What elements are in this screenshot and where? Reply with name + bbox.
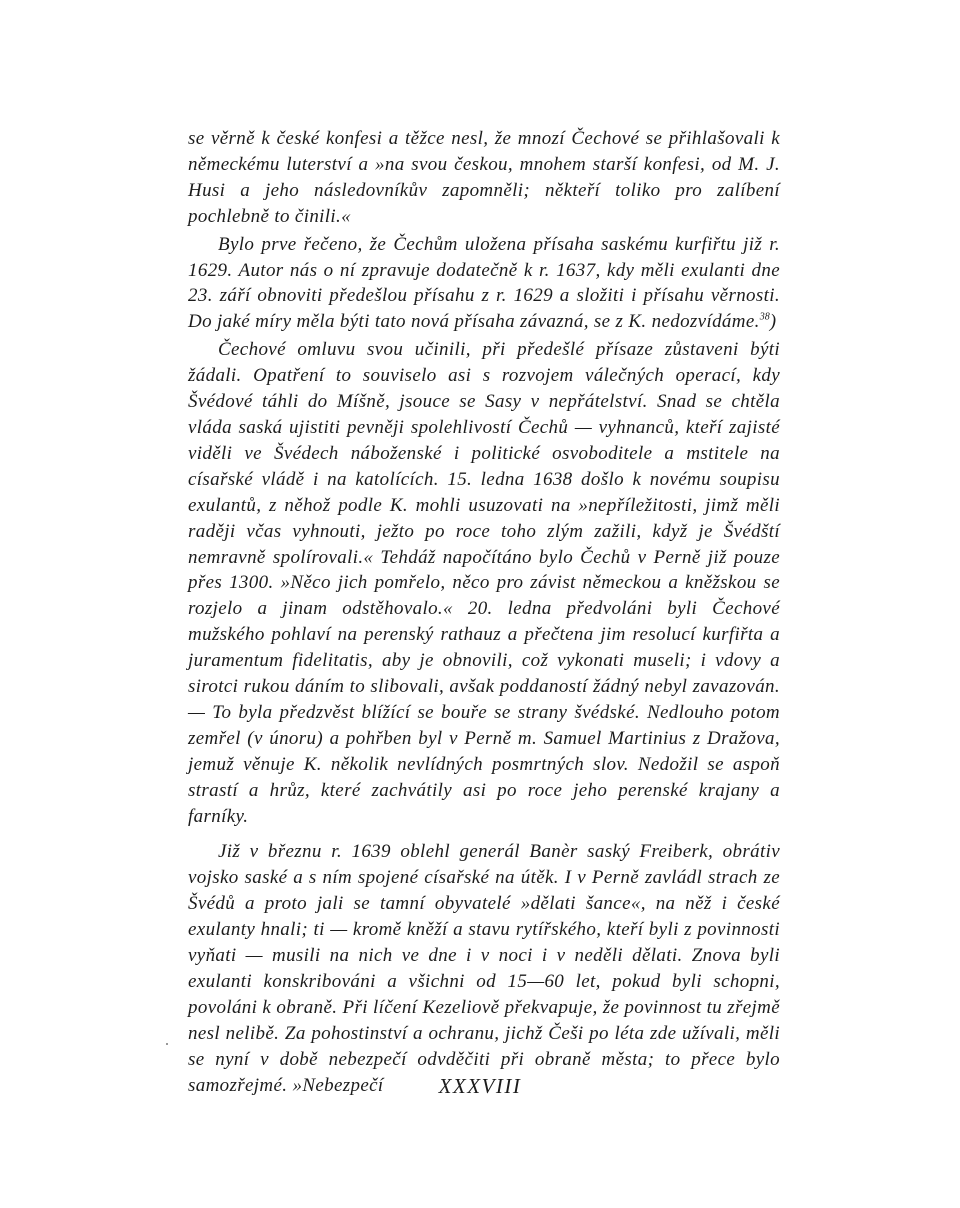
body-text [188,126,780,1099]
margin-speck [166,1043,168,1045]
paragraph-continuation: se věrně k české konfesi a těžce nesl, že mnozí Čechové se přihlašovali k německému luterství a »na svou českou, mnohem starší konfesi, od M. J. Husi a jeho následovníkův zapomněli; někteří toliko pro zalíbení pochlebně to činili.« [188,128,780,227]
footnote-closing-paren: ) [769,311,777,333]
paragraph-swedes: Čechové omluvu svou učinili, při předešlé přísaze zůstaveni býti žádali. Opatření to souviselo asi s rozvojem válečných operací, kdy Švédové táhli do Míšně, jsouce se Sasy v nepřátelství. Snad se chtěla vláda saská ujistiti pevněji spolehlivostí Čechů — vyhnanců, kteří zajisté viděli ve Švédech náboženské i politické osvoboditele a mstitele na císařské vládě i na katolících. 15. ledna 1638 došlo k novému soupisu exulantů, z něhož podle K. mohli usuzovati na »nepříležitosti, jimž měli raději včas vyhnouti, ježto po roce toho zlým zažili, když je Švédští nemravně spolírovali.« Tehdáž napočítáno bylo Čechů v Perně již pouze přes 1300. »Něco jich pomřelo, něco pro závist německou a kněžskou se rozjelo a jinam odstěhovalo.« 20. ledna předvoláni byli Čechové mužského pohlaví na perenský rathauz a přečtena jim resolucí kurfiřta a juramentum fidelitatis, aby je obnovili, což vykonati museli; i vdovy a sirotci rukou dáním to slibovali, avšak poddaností žádný nebyl zavazován. — To byla předzvěst blížící se bouře se strany švédské. Nedlouho potom zemřel (v únoru) a pohřben byl v Perně m. Samuel Martinius z Dražova, jemuž věnuje K. několik nevlídných posmrtných slov. Nedožil se aspoň strastí a hrůz, které zachvátily asi po roce jeho perenské krajany a farníky. [188,339,780,827]
page-number: XXXVIII [438,1074,522,1098]
paragraph-oath-text: Bylo prve řečeno, že Čechům uložena přísaha saskému kurfiřtu již r. 1629. Autor nás o ní zpravuje dodatečně k r. 1637, kdy měli exulanti dne 23. září obnoviti předešlou přísahu z r. 1629 a složiti i přísahu věrnosti. Do jaké míry měla býti tato nová přísaha závazná, se z K. nedozvídáme. [188,233,780,333]
paragraph-siege: Již v březnu r. 1639 oblehl generál Banèr saský Freiberk, obrátiv vojsko saské a s ním spojené císařské na útěk. I v Perně zavládl strach ze Švédů a proto jali se tamní obyvatelé »dělati šance«, na něž i české exulanty hnali; ti — kromě kněží a stavu rytířského, kteří byli z povinnosti vyňati — musili na nich ve dne i v noci i v neděli dělati. Znova byli exulanti konskribováni a všichni od 15—60 let, pokud byli schopni, povoláni k obraně. Při líčení Kezeliově překvapuje, že povinnost tu zřejmě nesl nelibě. Za pohostinství a ochranu, jichž Češi po léta zde užívali, měli se nyní v době nebezpečí odvděčiti při obraně města; to přece bylo samozřejmé. »Nebezpečí [188,841,780,1096]
footnote-reference: 38 [759,312,770,324]
paragraph-oath [188,232,780,336]
